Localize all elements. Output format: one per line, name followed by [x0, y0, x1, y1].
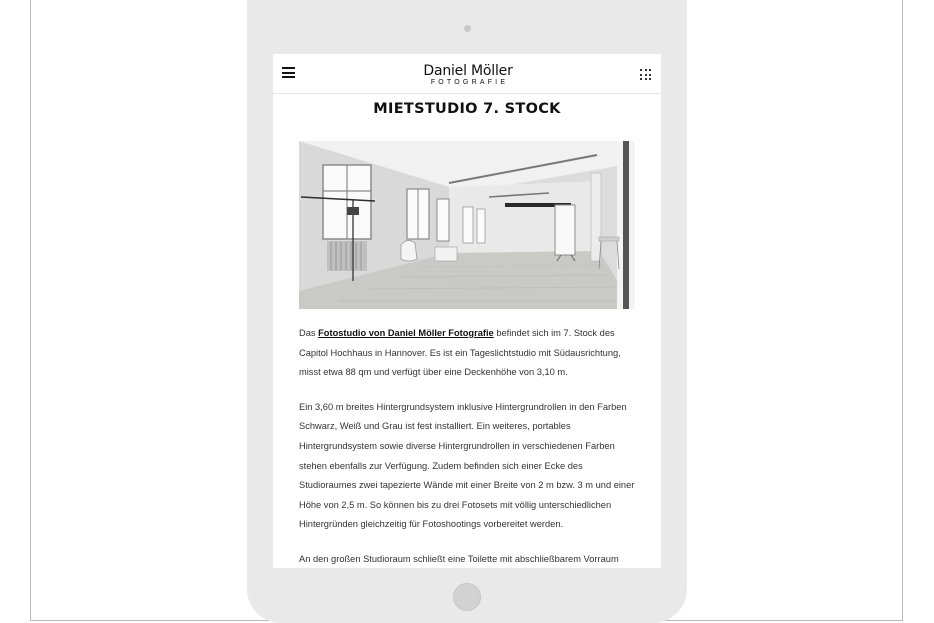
- site-logo[interactable]: [423, 63, 513, 87]
- studio-link[interactable]: Fotostudio von Daniel Möller Fotografie: [318, 328, 494, 338]
- paragraph-1-after: befindet sich im 7. Stock des Capitol Hochhaus in Hannover. Es ist ein Tageslichtstudio mit Südausrichtung, misst etwa 88 qm und verfügt über eine Deckenhöhe von 3,10 m.: [299, 328, 621, 378]
- tablet-screen: [273, 54, 661, 568]
- studio-photo: [299, 141, 635, 309]
- tablet-top-bezel: [247, 0, 687, 40]
- hamburger-menu-icon[interactable]: [282, 67, 295, 78]
- logo-name: Daniel Möller: [423, 63, 513, 79]
- page-title: MIETSTUDIO 7. STOCK: [373, 101, 561, 117]
- camera-icon: [464, 25, 471, 32]
- grid-dots-icon[interactable]: [640, 69, 651, 80]
- paragraph-1-before: Das: [299, 328, 319, 338]
- article-body: [299, 324, 639, 568]
- paragraph-1: [299, 324, 639, 383]
- site-header: [273, 54, 661, 94]
- paragraph-2: Ein 3,60 m breites Hintergrundsystem inklusive Hintergrundrollen in den Farben Schwarz, Weiß und Grau ist fest installiert. Ein weiteres, portables Hintergrundsystem sowie diverse Hintergrundrollen in verschiedenen Farben stehen ebenfalls zur Verfügung. Zudem befinden sich einer Ecke des Studioraumes zwei tapezierte Wände mit einer Breite von 2 m bzw. 3 m und einer Höhe von 2,5 m. So können bis zu drei Fotosets mit völlig unterschiedlichen Hintergründen gleichzeitig für Fotoshootings vorbereitet werden.: [299, 401, 635, 530]
- home-button[interactable]: [453, 583, 481, 611]
- logo-subtitle: FOTOGRAFIE: [430, 79, 509, 86]
- paragraph-3: An den großen Studioraum schließt eine Toilette mit abschließbarem Vorraum: [299, 553, 619, 564]
